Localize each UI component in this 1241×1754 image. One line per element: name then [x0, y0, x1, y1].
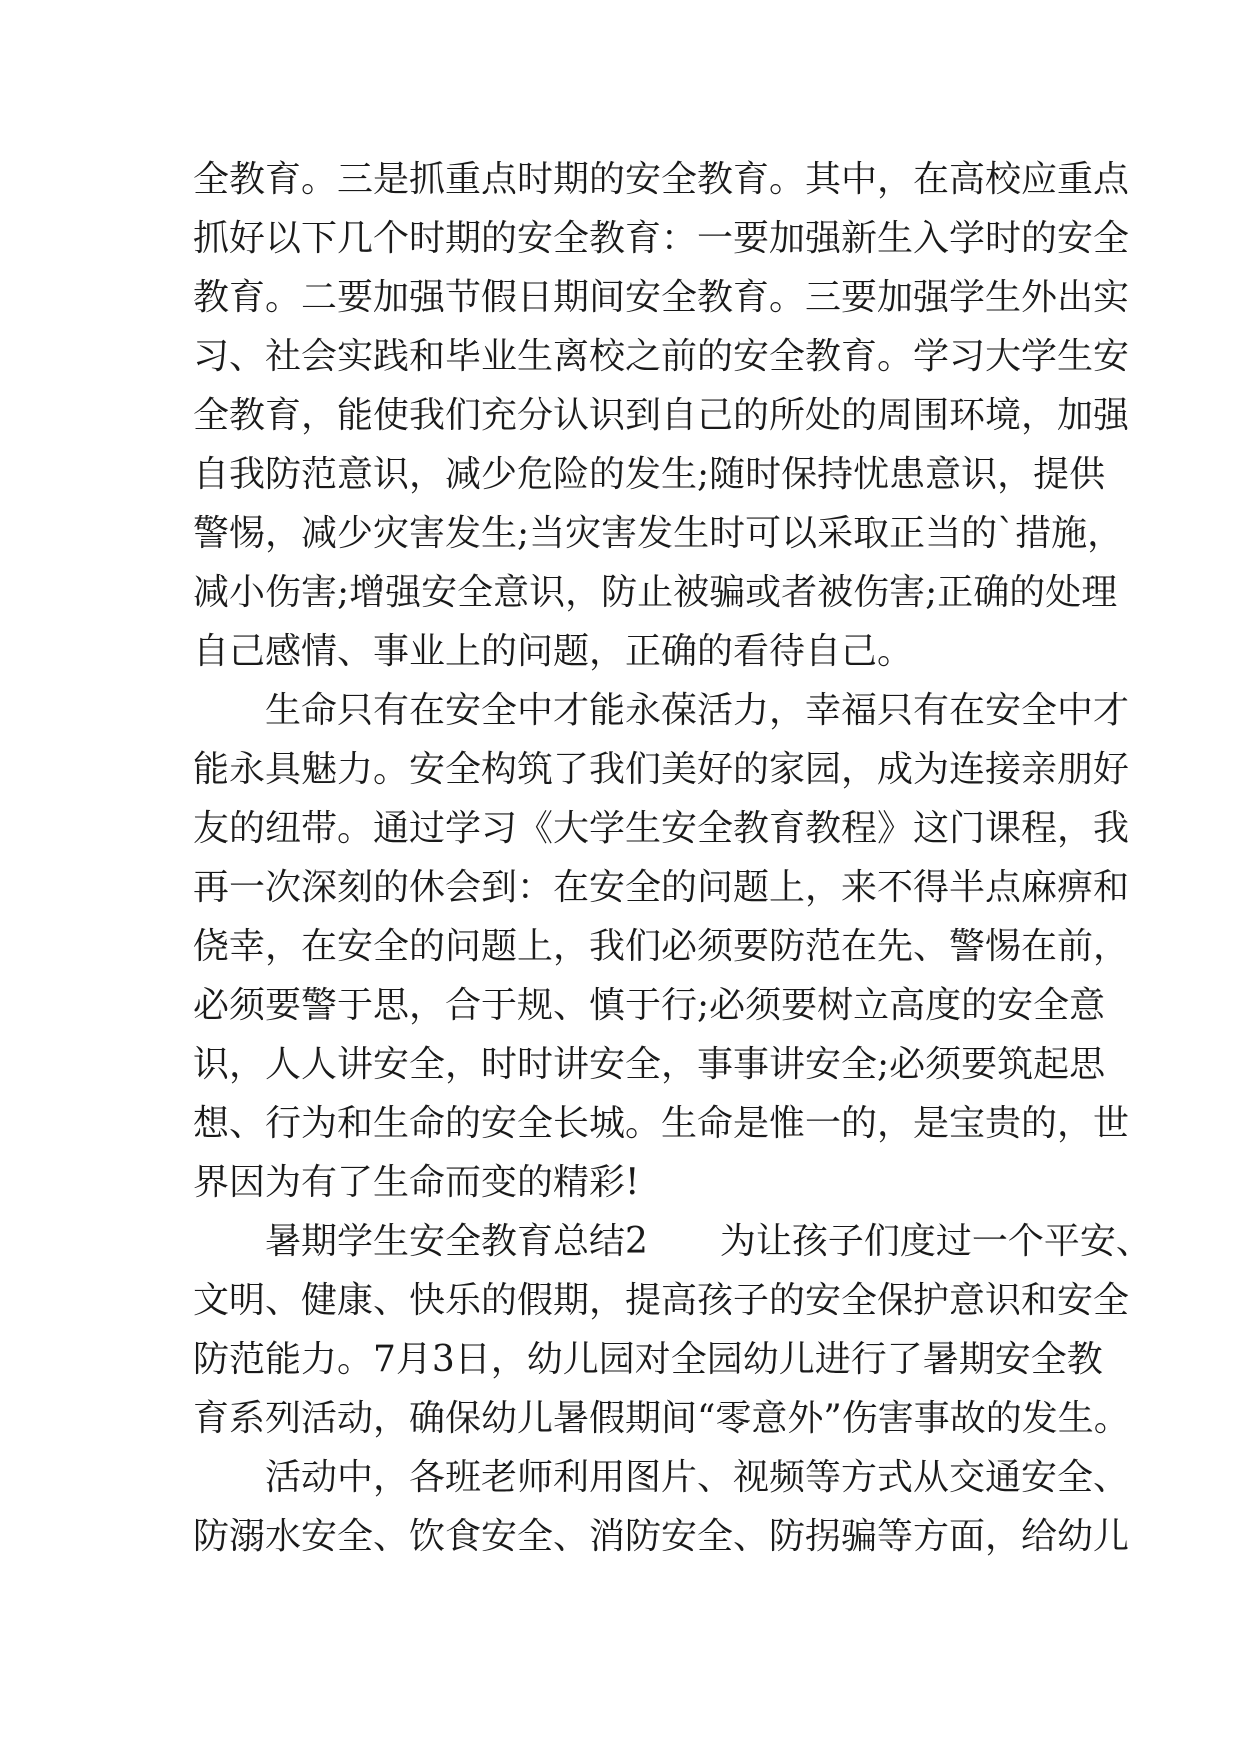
text-line: 教育。二要加强节假日期间安全教育。三要加强学生外出实 — [193, 277, 1130, 318]
text-line: 减小伤害;增强安全意识，防止被骗或者被伤害;正确的处理 — [193, 572, 1118, 613]
text-line: 识，人人讲安全，时时讲安全，事事讲安全;必须要筑起思 — [193, 1044, 1106, 1085]
text-line: 防溺水安全、饮食安全、消防安全、防拐骗等方面，给幼儿 — [193, 1516, 1130, 1557]
text-line: 侥幸，在安全的问题上，我们必须要防范在先、警惕在前， — [193, 926, 1130, 967]
text-line: 文明、健康、快乐的假期，提高孩子的安全保护意识和安全 — [193, 1280, 1130, 1321]
text-line: 自我防范意识，减少危险的发生;随时保持忧患意识，提供 — [193, 454, 1106, 495]
text-line: 暑期学生安全教育总结2 为让孩子们度过一个平安、 — [265, 1221, 1152, 1262]
text-line: 能永具魅力。安全构筑了我们美好的家园，成为连接亲朋好 — [193, 749, 1130, 790]
text-line: 界因为有了生命而变的精彩! — [193, 1162, 640, 1203]
text-line: 想、行为和生命的安全长城。生命是惟一的，是宝贵的，世 — [193, 1103, 1130, 1144]
text-line: 警惕，减少灾害发生;当灾害发生时可以采取正当的`措施， — [193, 513, 1124, 554]
text-line: 再一次深刻的休会到：在安全的问题上，来不得半点麻痹和 — [193, 867, 1130, 908]
text-line: 防范能力。7月3日，幼儿园对全园幼儿进行了暑期安全教 — [193, 1339, 1103, 1380]
body-text — [193, 150, 1152, 1566]
text-line: 全教育，能使我们充分认识到自己的所处的周围环境，加强 — [193, 395, 1130, 436]
text-line: 抓好以下几个时期的安全教育：一要加强新生入学时的安全 — [193, 218, 1130, 259]
text-line: 生命只有在安全中才能永葆活力，幸福只有在安全中才 — [265, 690, 1130, 731]
text-line: 全教育。三是抓重点时期的安全教育。其中，在高校应重点 — [193, 159, 1130, 200]
text-line: 必须要警于思，合于规、慎于行;必须要树立高度的安全意 — [193, 985, 1106, 1026]
text-line: 友的纽带。通过学习《大学生安全教育教程》这门课程，我 — [193, 808, 1130, 849]
text-line: 活动中，各班老师利用图片、视频等方式从交通安全、 — [265, 1457, 1130, 1498]
text-line: 育系列活动，确保幼儿暑假期间“零意外”伤害事故的发生。 — [193, 1398, 1130, 1439]
text-line: 自己感情、事业上的问题，正确的看待自己。 — [193, 631, 914, 672]
text-line: 习、社会实践和毕业生离校之前的安全教育。学习大学生安 — [193, 336, 1130, 377]
